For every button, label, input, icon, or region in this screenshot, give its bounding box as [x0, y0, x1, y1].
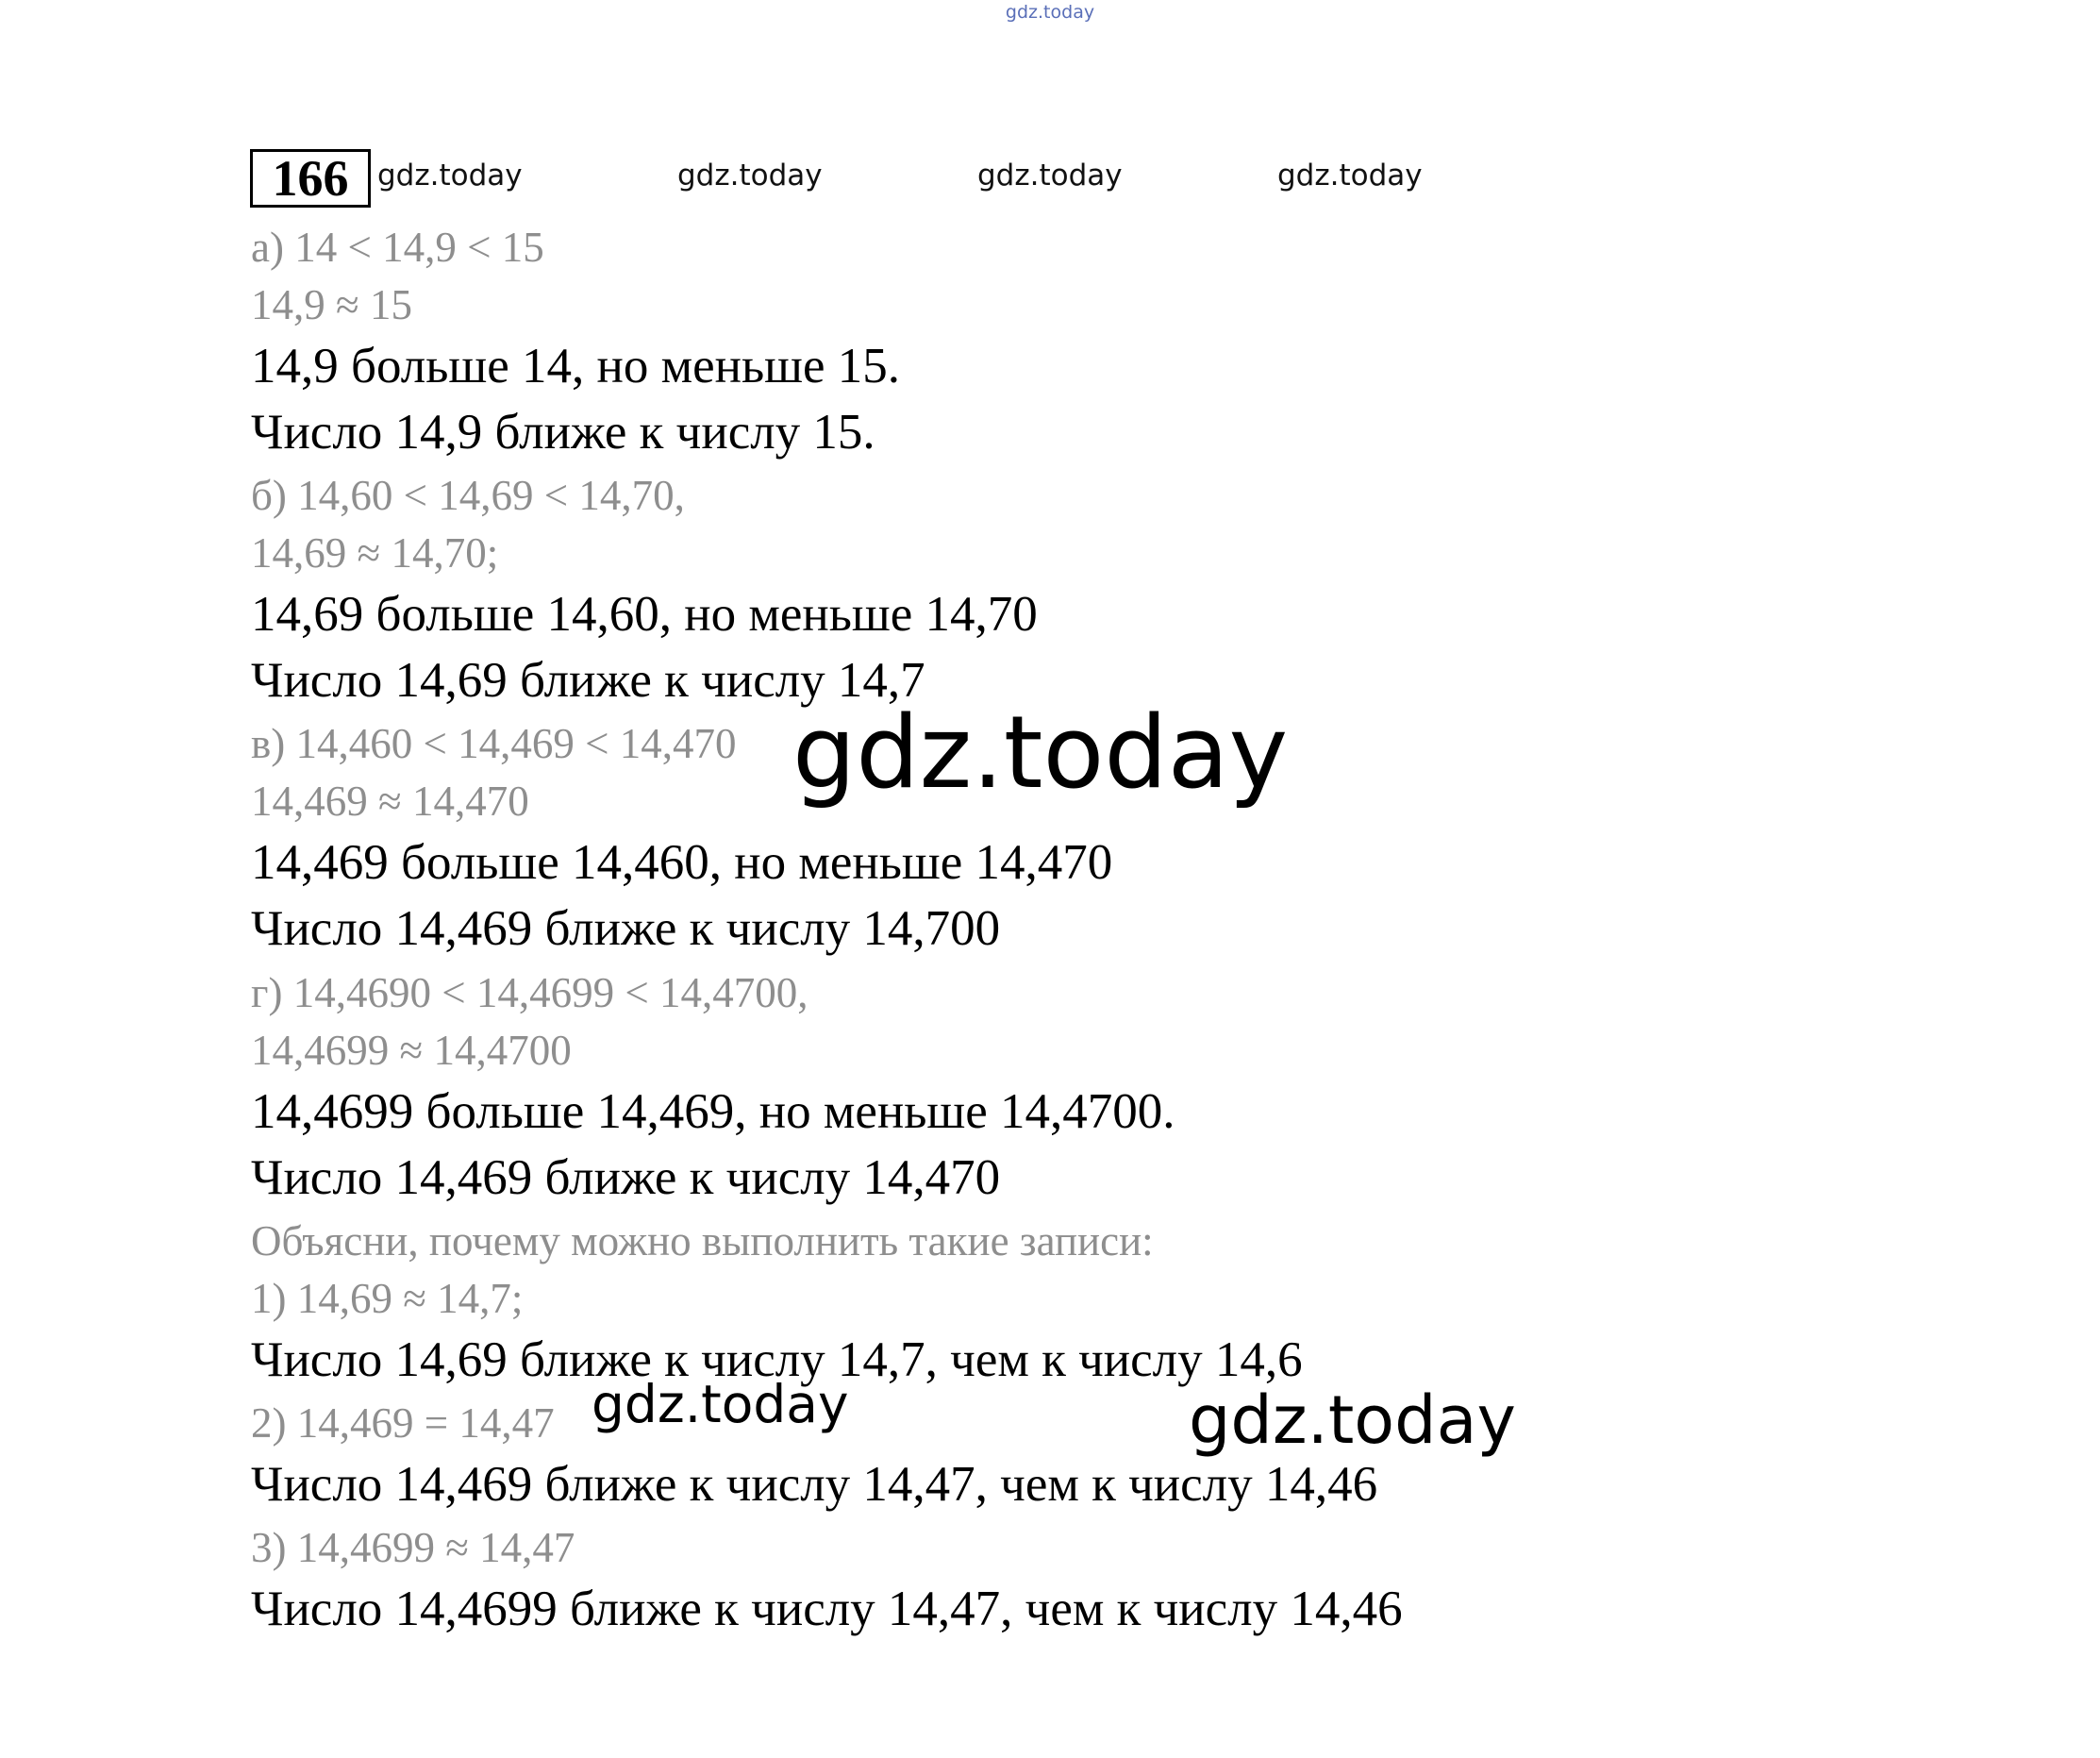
- solution-line: б) 14,60 < 14,69 < 14,70,: [251, 472, 685, 519]
- solution-line: 14,469 ≈ 14,470: [251, 778, 529, 825]
- watermark-large: gdz.today: [792, 695, 1289, 811]
- header-watermark: gdz.today: [977, 159, 1123, 193]
- top-watermark: gdz.today: [1005, 2, 1095, 23]
- solution-line: г) 14,4690 < 14,4699 < 14,4700,: [251, 969, 808, 1016]
- header-watermark: gdz.today: [1277, 159, 1423, 193]
- solution-line: Число 14,469 ближе к числу 14,700: [251, 901, 1001, 956]
- solution-line: 14,469 больше 14,460, но меньше 14,470: [251, 835, 1113, 890]
- task-number-box: 166: [250, 149, 371, 208]
- solution-line: 14,4699 больше 14,469, но меньше 14,4700.: [251, 1084, 1175, 1139]
- solution-line: Число 14,469 ближе к числу 14,47, чем к числу 14,46: [251, 1457, 1378, 1512]
- solution-line: Объясни, почему можно выполнить такие записи:: [251, 1217, 1154, 1264]
- solution-line: 14,69 больше 14,60, но меньше 14,70: [251, 587, 1038, 642]
- solution-line: 2) 14,469 = 14,47: [251, 1399, 555, 1447]
- solution-line: а) 14 < 14,9 < 15: [251, 224, 544, 271]
- watermark-medium: gdz.today: [592, 1374, 849, 1434]
- solution-line: 14,9 ≈ 15: [251, 281, 412, 328]
- solution-line: Число 14,469 ближе к числу 14,470: [251, 1150, 1001, 1205]
- watermark-medium: gdz.today: [1189, 1381, 1516, 1459]
- solution-line: 14,69 ≈ 14,70;: [251, 529, 499, 577]
- solution-line: 1) 14,69 ≈ 14,7;: [251, 1275, 524, 1322]
- solution-line: в) 14,460 < 14,469 < 14,470: [251, 720, 737, 767]
- task-header: [250, 149, 1476, 215]
- solution-line: 14,4699 ≈ 14,4700: [251, 1027, 572, 1074]
- solution-line: Число 14,4699 ближе к числу 14,47, чем к числу 14,46: [251, 1582, 1403, 1636]
- solution-line: 3) 14,4699 ≈ 14,47: [251, 1524, 575, 1571]
- solution-line: 14,9 больше 14, но меньше 15.: [251, 339, 901, 393]
- solution-line: Число 14,69 ближе к числу 14,7: [251, 653, 925, 708]
- solution-line: Число 14,9 ближе к числу 15.: [251, 405, 875, 460]
- header-watermark: gdz.today: [377, 159, 523, 193]
- solution-line: Число 14,69 ближе к числу 14,7, чем к числу 14,6: [251, 1332, 1303, 1387]
- header-watermark: gdz.today: [677, 159, 823, 193]
